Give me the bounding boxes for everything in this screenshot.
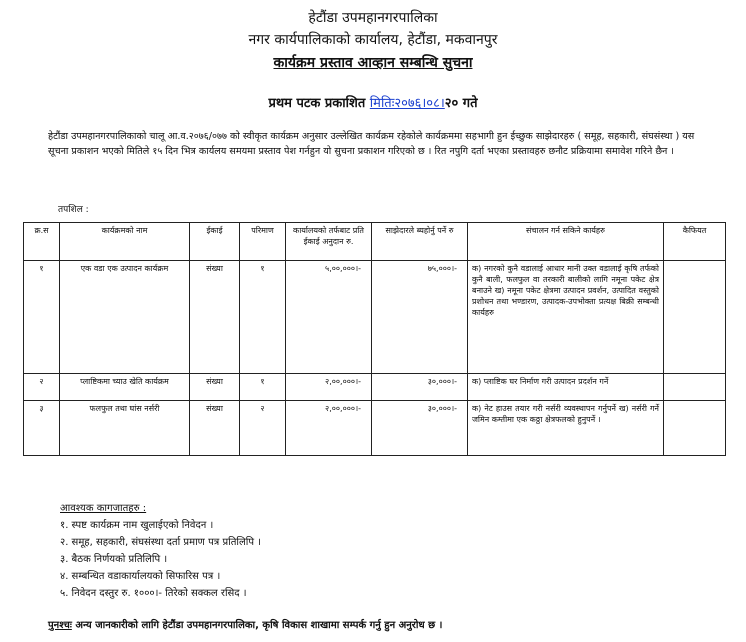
cell-name: फलफुल तथा घांस नर्सरी bbox=[60, 401, 190, 456]
header-cell-sn: क्र.स bbox=[24, 223, 60, 261]
cell-activities: क) नेट हाउस तयार गरी नर्सरी व्यवस्थापन गर्नुपर्ने ख) नर्सरी गर्ने जमिन कम्तीमा एक कठ्ठा क्षेत्रफलको हुनुपर्ने । bbox=[468, 401, 664, 456]
details-label: तपशिल : bbox=[58, 205, 89, 215]
list-item: २. समूह, सहकारी, संघसंस्था दर्ता प्रमाण पत्र प्रतिलिपि । bbox=[60, 537, 262, 548]
header-cell-activities: संचालन गर्न सकिने कार्यहरु bbox=[468, 223, 664, 261]
program-table bbox=[23, 222, 726, 456]
office-address: नगर कार्यपालिकाको कार्यालय, हेटौंडा, मकवानपुर bbox=[248, 32, 498, 48]
header-cell-remarks: कैफियत bbox=[664, 223, 726, 261]
cell-unit: संख्या bbox=[190, 261, 240, 374]
table-header-row bbox=[24, 223, 726, 261]
office-name: हेटौंडा उपमहानगरपालिका bbox=[308, 10, 438, 26]
cell-grant: २,००,०००।- bbox=[286, 374, 372, 401]
publish-suffix: २० गते bbox=[444, 96, 478, 111]
cell-unit: संख्या bbox=[190, 401, 240, 456]
cell-name: एक वडा एक उत्पादन कार्यक्रम bbox=[60, 261, 190, 374]
footer-note bbox=[48, 617, 728, 631]
table-row bbox=[24, 261, 726, 374]
publish-date: मितिः२०७६।०८। bbox=[369, 96, 445, 111]
header-cell-partner: साझेदारले ब्यहोर्नु पर्ने रु bbox=[372, 223, 468, 261]
cell-remarks bbox=[664, 261, 726, 374]
notice-title-text: कार्यक्रम प्रस्ताव आव्हान सम्बन्धि सुचना bbox=[273, 55, 473, 71]
header-cell-qty: परिमाण bbox=[240, 223, 286, 261]
cell-grant: २,००,०००।- bbox=[286, 401, 372, 456]
cell-qty: १ bbox=[240, 261, 286, 374]
list-item: ४. सम्बन्धित वडाकार्यालयको सिफारिस पत्र । bbox=[60, 571, 221, 582]
cell-grant: ५,००,०००।- bbox=[286, 261, 372, 374]
cell-partner: ३०,०००।- bbox=[372, 401, 468, 456]
publish-line bbox=[0, 93, 746, 111]
footer-text: अन्य जानकारीको लागि हेटौंडा उपमहानगरपालिका, कृषि विकास शाखामा सम्पर्क गर्नु हुन अनुरोध छ । bbox=[71, 620, 443, 631]
cell-unit: संख्या bbox=[190, 374, 240, 401]
cell-remarks bbox=[664, 374, 726, 401]
cell-name: प्लाष्टिकमा च्याउ खेति कार्यक्रम bbox=[60, 374, 190, 401]
footer-label: पुनश्चः bbox=[48, 620, 72, 631]
cell-sn: २ bbox=[24, 374, 60, 401]
table-row bbox=[24, 374, 726, 401]
cell-partner: ७५,०००।- bbox=[372, 261, 468, 374]
cell-activities: क) नगरको कुनै वडालाई आधार मानी उक्त वडालाई कृषि तर्फको कुनै बाली, फलफुल वा तरकारी बालीको लागि नमूना पकेट क्षेत्र बनाउने ख) नमूना पकेट क्षेत्रमा उत्पादन प्रवर्शन, उत्पादित वस्तुको प्रशोधन तथा भण्डारण, उत्पादक-उपभोक्ता प्रत्यक्ष बिक्री सम्बन्धी कार्यहरु bbox=[468, 261, 664, 374]
documents-list bbox=[60, 517, 261, 602]
cell-qty: २ bbox=[240, 401, 286, 456]
cell-qty: १ bbox=[240, 374, 286, 401]
list-item: ३. बैठक निर्णयको प्रतिलिपि । bbox=[60, 554, 168, 565]
notice-paragraph: हेटौंडा उपमहानगरपालिकाको चालू आ.व.२०७६/०७७ को स्वीकृत कार्यक्रम अनुसार उल्लेखित कार्यक्रम रहेकोले कार्यक्रममा सहभागी हुन ईच्छुक साझेदारहरु ( समूह, सहकारी, संघसंस्था ) यस सूचना प्रकाशन भएको मितिले १५ दिन भित्र कार्यलय समयमा प्रस्ताव पेश गर्नहुन यो सुचना प्रकाशन गरिएको छ । रित नपुगि दर्ता भएका प्रस्तावहरु छनौट प्रक्रियामा समावेश गरिने छैन । bbox=[48, 131, 695, 157]
publish-label: प्रथम पटक प्रकाशित bbox=[268, 96, 366, 111]
notice-title bbox=[0, 53, 746, 72]
cell-partner: ३०,०००।- bbox=[372, 374, 468, 401]
list-item: ५. निवेदन दस्तुर रु. १०००।- तिरेको सक्कल रसिद । bbox=[60, 588, 247, 599]
cell-remarks bbox=[664, 401, 726, 456]
cell-sn: ३ bbox=[24, 401, 60, 456]
header-cell-name: कार्यक्रमको नाम bbox=[60, 223, 190, 261]
table-row bbox=[24, 401, 726, 456]
header-cell-unit: ईकाई bbox=[190, 223, 240, 261]
list-item: १. स्पष्ट कार्यक्रम नाम खुलाईएको निवेदन । bbox=[60, 520, 214, 531]
documents-title: आवश्यक कागजातहरु : bbox=[60, 503, 147, 514]
cell-sn: १ bbox=[24, 261, 60, 374]
header-cell-grant: कार्यालयको तर्फबाट प्रति ईकाई अनुदान रु. bbox=[286, 223, 372, 261]
cell-activities: क) प्लाष्टिक घर निर्माण गरी उत्पादन प्रदर्शन गर्ने bbox=[468, 374, 664, 401]
